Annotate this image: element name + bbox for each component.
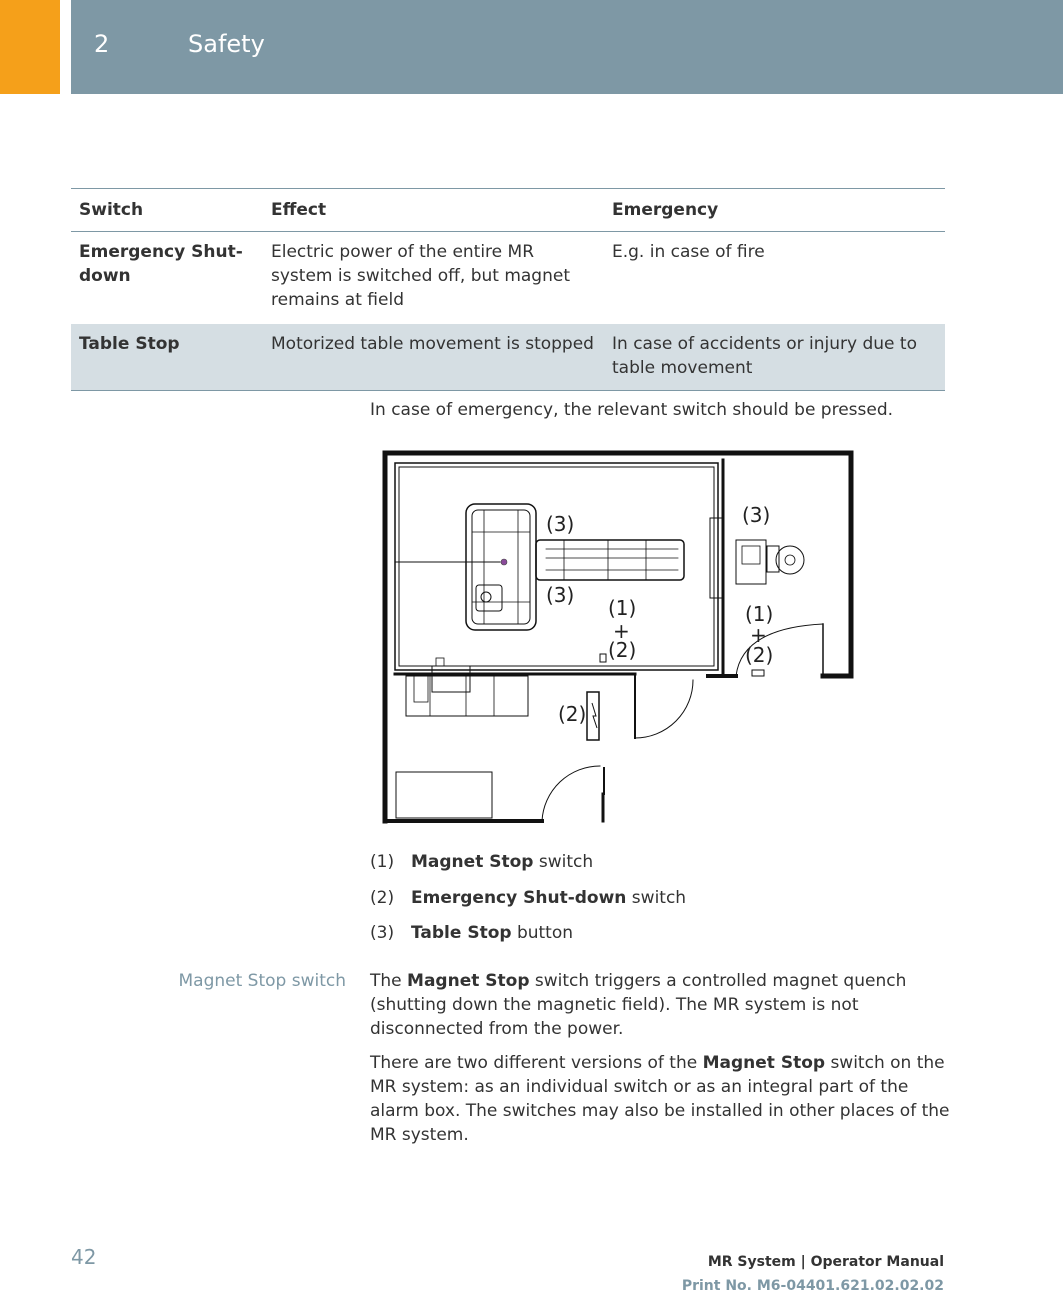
switch-table [71,188,945,391]
lightning-icon [592,703,597,728]
page-number: 42 [71,1245,97,1269]
table-cell-emergency: E.g. in case of fire [612,242,765,262]
paragraph-1: The Magnet Stop switch triggers a controlled magnet quench (shutting down the magnetic field). The MR system is not disconnected from the power. [370,971,907,1039]
label-plus-2: + [750,623,767,647]
print-number: Print No. M6-04401.621.02.02.02 [681,1278,944,1294]
intro-text: In case of emergency, the relevant switch should be pressed. [370,400,894,420]
label-magnet-stop-1: (1) [608,596,637,620]
table-cell-effect: Electric power of the entire MR system is switched off, but magnet remains at field [271,242,570,310]
chapter-number: 2 [94,30,110,58]
table-header-switch: Switch [79,200,144,220]
table-cell-switch: Emergency Shut-down [79,242,243,286]
chapter-tab-accent [0,0,60,94]
label-plus-1: + [613,619,630,643]
table-header-row [71,189,945,232]
table-header-emergency: Emergency [612,200,719,220]
label-table-stop-3: (3) [742,503,771,527]
table-cell-effect: Motorized table movement is stopped [271,334,594,354]
chapter-title: Safety [188,30,265,58]
label-magnet-stop-2: (1) [745,602,774,626]
label-table-stop-2: (3) [546,583,575,607]
legend-item: (3) Table Stop button [370,923,574,943]
paragraph-2: There are two different versions of the Magnet Stop switch on the MR system: as an individual switch or as an integral part of the alarm box. The switches may also be installed in other places of the MR system. [370,1053,950,1145]
label-table-stop-1: (3) [546,512,575,536]
section-margin-label: Magnet Stop switch [178,971,346,991]
figure-legend [370,850,686,957]
legend-item: (1) Magnet Stop switch [370,852,594,872]
table-row [71,324,945,391]
table-cell-emergency: In case of accidents or injury due to table movement [612,334,917,378]
table-header-effect: Effect [271,200,327,220]
label-shutdown-3: (2) [558,702,587,726]
manual-title: MR System | Operator Manual [707,1254,944,1270]
label-shutdown-2: (2) [745,643,774,667]
floor-plan-figure [380,448,856,824]
label-shutdown-1: (2) [608,638,637,662]
table-row [71,232,945,325]
table-cell-switch: Table Stop [79,334,180,354]
legend-item: (2) Emergency Shut-down switch [370,887,687,908]
